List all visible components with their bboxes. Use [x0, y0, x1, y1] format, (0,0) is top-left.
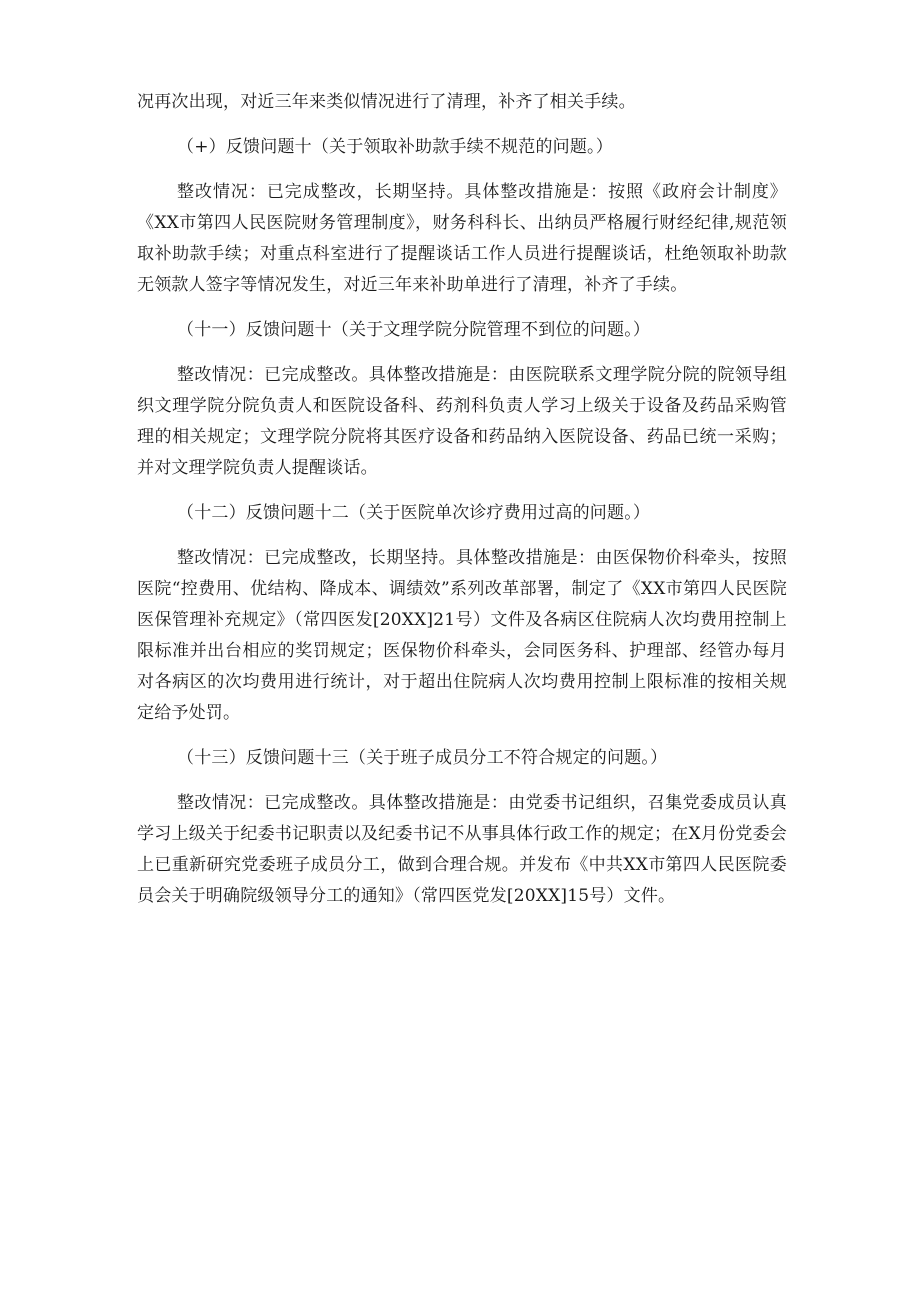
- continuation-paragraph: 况再次出现，对近三年来类似情况进行了清理，补齐了相关手续。: [137, 92, 636, 112]
- document-page: [137, 87, 787, 912]
- rectification-paragraph-10: 整改情况：已完成整改，长期坚持。具体整改措施是：按照《政府会计制度》《XX市第四人民医院财务管理制度》，财务科科长、出纳员严格履行财经纪律,规范领取补助款手续；对重点科室进行了提醒谈话工作人员进行提醒谈话，杜绝领取补助款无领款人签字等情况发生，对近三年来补助单进行了清理，补齐了手续。: [137, 182, 787, 295]
- section-heading-10: （+）反馈问题十（关于领取补助款手续不规范的问题。）: [177, 137, 613, 157]
- section-heading-13: （十三）反馈问题十三（关于班子成员分工不符合规定的问题。）: [177, 748, 668, 768]
- rectification-paragraph-13: 整改情况：已完成整改。具体整改措施是：由党委书记组织，召集党委成员认真学习上级关于纪委书记职责以及纪委书记不从事具体行政工作的规定；在X月份党委会上已重新研究党委班子成员分工，做到合理合规。并发布《中共XX市第四人民医院委员会关于明确院级领导分工的通知》（常四医党发[20XX]15号）文件。: [137, 793, 787, 906]
- rectification-paragraph-11: 整改情况：已完成整改。具体整改措施是：由医院联系文理学院分院的院领导组织文理学院分院负责人和医院设备科、药剂科负责人学习上级关于设备及药品采购管理的相关规定；文理学院分院将其医疗设备和药品纳入医院设备、药品已统一采购；并对文理学院负责人提醒谈话。: [137, 365, 787, 478]
- section-heading-12: （十二）反馈问题十二（关于医院单次诊疗费用过高的问题。）: [177, 503, 651, 523]
- section-heading-11: （十一）反馈问题十（关于文理学院分院管理不到位的问题。）: [177, 320, 651, 340]
- rectification-paragraph-12: 整改情况：已完成整改，长期坚持。具体整改措施是：由医保物价科牵头，按照医院“控费用、优结构、降成本、调绩效”系列改革部署，制定了《XX市第四人民医院医保管理补充规定》（常四医发[20XX]21号）文件及各病区住院病人次均费用控制上限标准并出台相应的奖罚规定；医保物价科牵头，会同医务科、护理部、经管办每月对各病区的次均费用进行统计，对于超出住院病人次均费用控制上限标准的按相关规定给予处罚。: [137, 548, 787, 723]
